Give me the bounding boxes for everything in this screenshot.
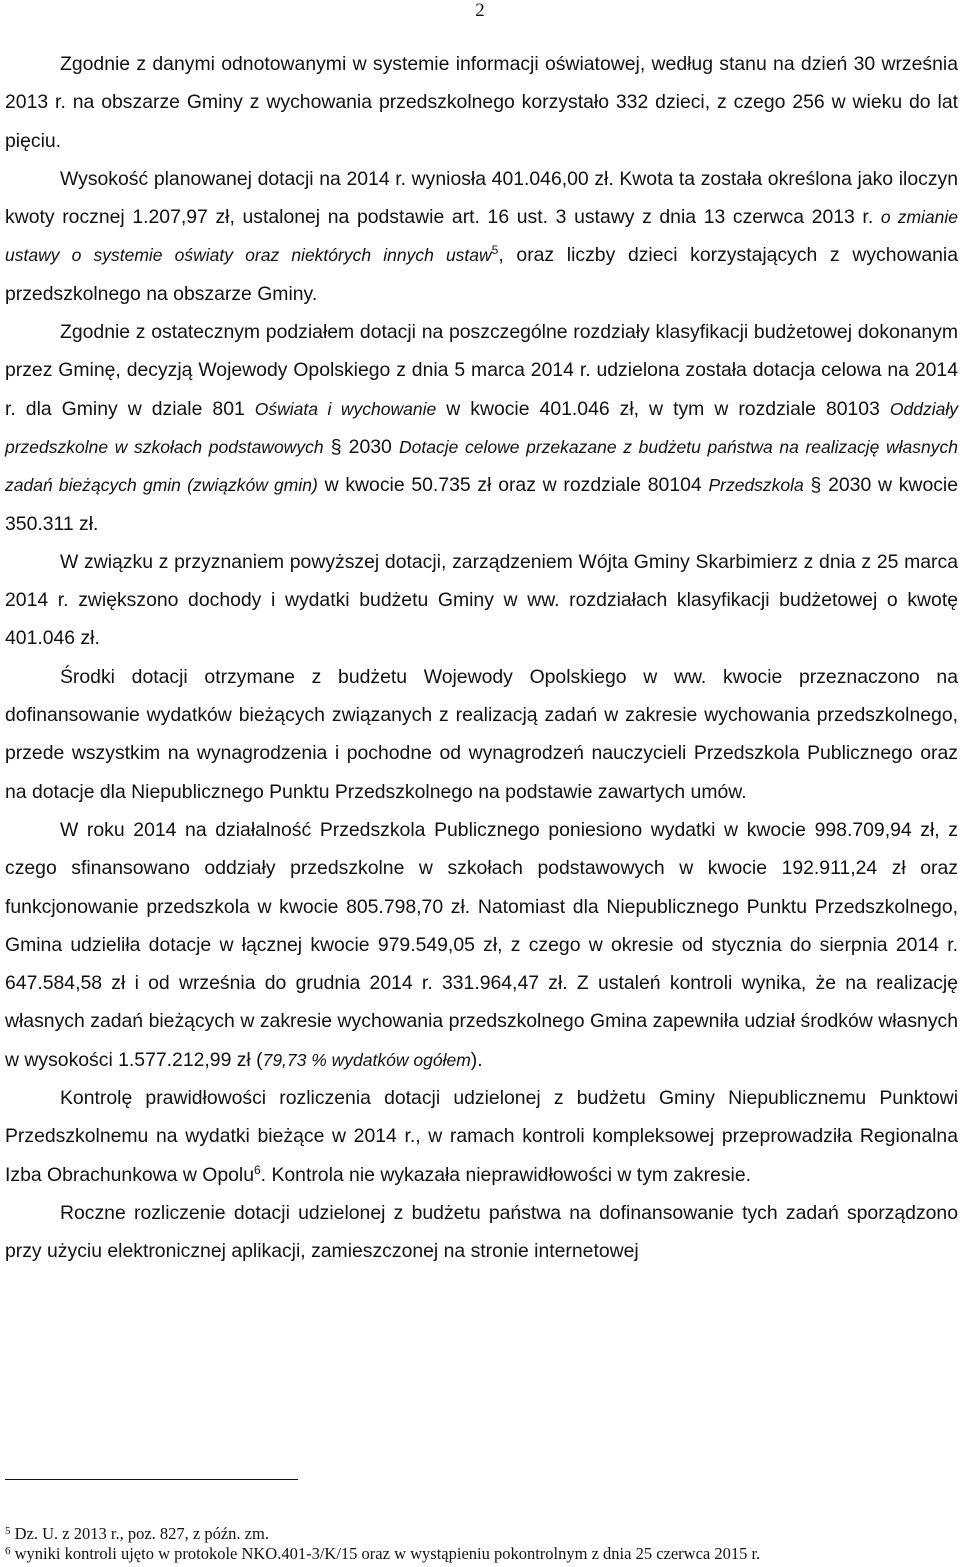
- own-funds-share: 79,73 % wydatków ogółem: [262, 1049, 471, 1070]
- paragraph-1: Zgodnie z danymi odnotowanymi w systemie informacji oświatowej, według stanu na dzień 30 września 2013 r. na obszarze Gminy z wychowania przedszkolnego korzystało 332 dzieci, z czego 256 w wieku do lat pięciu.: [5, 53, 958, 152]
- paragraph-3: [5, 313, 958, 543]
- footnote-text: Dz. U. z 2013 r., poz. 827, z późn. zm.: [10, 1524, 269, 1543]
- footnotes: [5, 1524, 958, 1564]
- act-title: o zmianie ustawy o systemie oświaty oraz niektórych innych ustaw: [5, 207, 958, 266]
- paragraph-2: [5, 160, 958, 313]
- footnote-6: [5, 1544, 958, 1564]
- footnote-separator: [5, 1479, 298, 1480]
- footnote-text: wyniki kontroli ujęto w protokole NKO.401-3/K/15 oraz w wystąpieniu pokontrolnym z dnia 25 czerwca 2015 r.: [10, 1544, 761, 1563]
- footnote-mark: 5: [5, 1525, 11, 1537]
- paragraph-3-text-2: w kwocie 401.046 zł, w tym w rozdziale 80103: [436, 397, 890, 420]
- section-801-name: Oświata i wychowanie: [254, 398, 437, 419]
- footnote-ref-5: 5: [491, 243, 499, 258]
- paragraph-3-text-4: w kwocie 50.735 zł oraz w rozdziale 80104: [317, 474, 709, 497]
- page-number: 2: [475, 0, 485, 21]
- paragraph-6-text-end: ).: [470, 1048, 483, 1071]
- paragraph-2-text-end: , oraz liczby dzieci korzystających z wychowania przedszkolnego na obszarze Gminy.: [5, 244, 958, 305]
- paragraph-2030-name: Dotacje celowe przekazane z budżetu państwa na realizację własnych zadań bieżących gmin (związków gmin): [5, 436, 958, 496]
- chapter-80103-name: Oddziały przedszkolne w szkołach podstawowych: [5, 398, 958, 457]
- footnote-5: [5, 1524, 958, 1544]
- paragraph-5: Środki dotacji otrzymane z budżetu Wojewody Opolskiego w ww. kwocie przeznaczono na dofinansowanie wydatków bieżących związanych z realizacją zadań w zakresie wychowania przedszkolnego, przede wszystkim na wynagrodzenia i pochodne od wynagrodzeń nauczycieli Przedszkola Publicznego oraz na dotacje dla Niepublicznego Punktu Przedszkolnego na podstawie zawartych umów.: [5, 665, 958, 803]
- paragraph-3-text-5: § 2030 w kwocie 350.311 zł.: [5, 474, 959, 535]
- paragraph-7: [5, 1079, 958, 1194]
- paragraph-7-text: Kontrolę prawidłowości rozliczenia dotacji udzielonej z budżetu Gminy Niepublicznemu Punktowi Przedszkolnemu na wydatki bieżące w 2014 r., w ramach kontroli kompleksowej przeprowadziła Regionalna Izba Obrachunkowa w Opolu: [5, 1087, 958, 1186]
- paragraph-2-text: Wysokość planowanej dotacji na 2014 r. wyniosła 401.046,00 zł. Kwota ta została określona jako iloczyn kwoty rocznej 1.207,97 zł, ustalonej na podstawie art. 16 ust. 3 ustawy z dnia 13 czerwca 2013 r.: [5, 167, 958, 229]
- paragraph-3-text-3: § 2030: [323, 435, 399, 458]
- paragraph-7-text-end: . Kontrola nie wykazała nieprawidłowości w tym zakresie.: [260, 1163, 752, 1186]
- paragraph-4: W związku z przyznaniem powyższej dotacji, zarządzeniem Wójta Gminy Skarbimierz z dnia z 25 marca 2014 r. zwiększono dochody i wydatki budżetu Gminy w ww. rozdziałach klasyfikacji budżetowej o kwotę 401.046 zł.: [5, 550, 958, 650]
- document-body: [5, 45, 958, 1271]
- chapter-80104-name: Przedszkola: [708, 475, 804, 496]
- paragraph-6: [5, 811, 958, 1079]
- footnote-mark: 6: [5, 1545, 11, 1557]
- footnote-ref-6: 6: [253, 1162, 261, 1177]
- paragraph-3-text: Zgodnie z ostatecznym podziałem dotacji na poszczególne rozdziały klasyfikacji budżetowej dokonanym przez Gminę, decyzją Wojewody Opolskiego z dnia 5 marca 2014 r. udzielona została dotacja celowa na 2014 r. dla Gminy w dziale 801: [5, 321, 958, 420]
- paragraph-8: Roczne rozliczenie dotacji udzielonej z budżetu państwa na dofinansowanie tych zadań sporządzono przy użyciu elektronicznej aplikacji, zamieszczonej na stronie internetowej: [5, 1201, 958, 1263]
- paragraph-6-text: W roku 2014 na działalność Przedszkola Publicznego poniesiono wydatki w kwocie 998.709,94 zł, z czego sfinansowano oddziały przedszkolne w szkołach podstawowych w kwocie 192.911,24 zł oraz funkcjonowanie przedszkola w kwocie 805.798,70 zł. Natomiast dla Niepublicznego Punktu Przedszkolnego, Gmina udzieliła dotacje w łącznej kwocie 979.549,05 zł, z czego w okresie od stycznia do sierpnia 2014 r. 647.584,58 zł i od września do grudnia 2014 r. 331.964,47 zł. Z ustaleń kontroli wynika, że na realizację własnych zadań bieżących w zakresie wychowania przedszkolnego Gmina zapewniła udział środków własnych w wysokości 1.577.212,99 zł (: [5, 818, 958, 1071]
